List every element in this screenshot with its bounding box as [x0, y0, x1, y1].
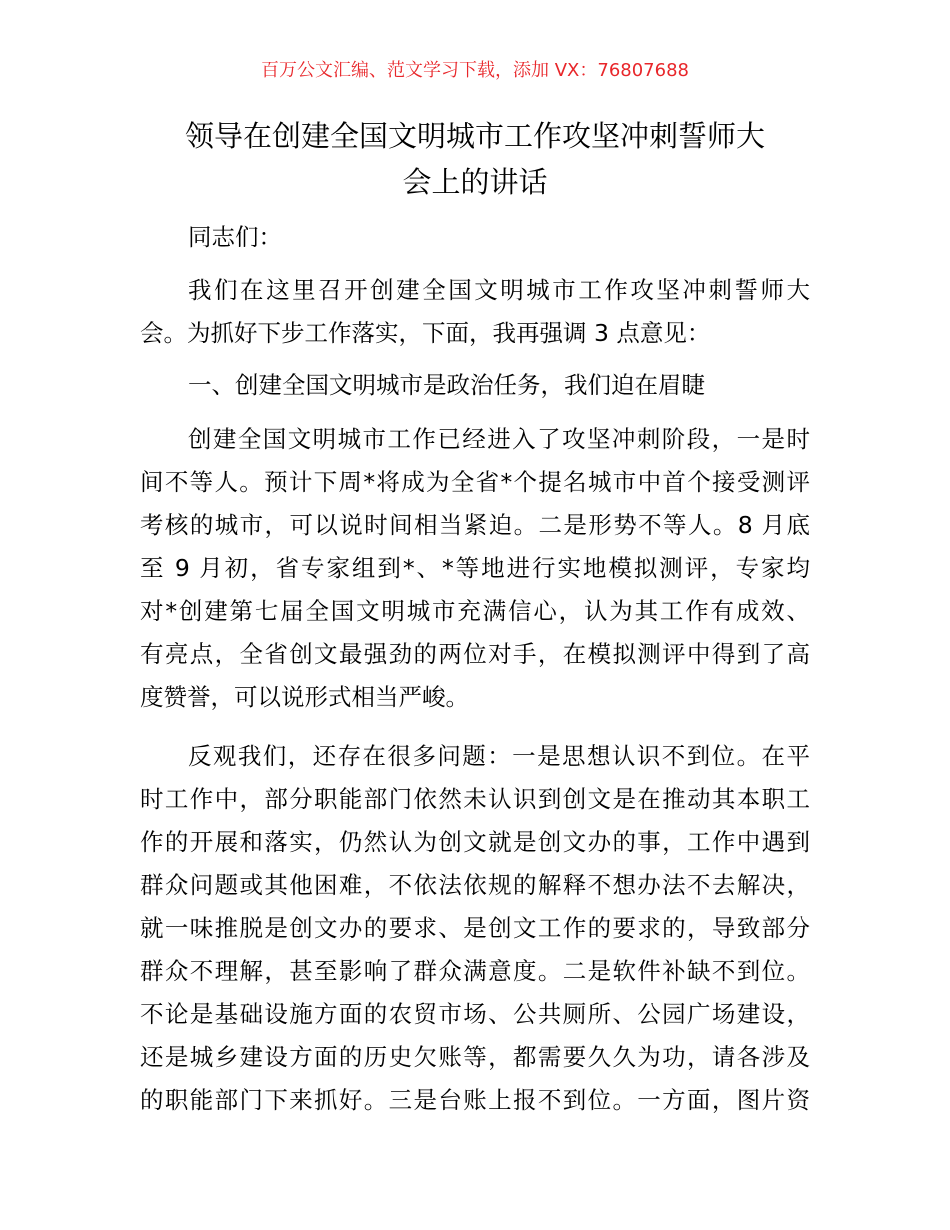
title-line-1: 领导在创建全国文明城市工作攻坚冲刺誓师大: [184, 119, 765, 153]
title-line-2: 会上的讲话: [402, 165, 548, 199]
paragraph-line: 有亮点，全省创文最强劲的两位对手，在模拟测评中得到了高: [140, 640, 810, 668]
salutation: 同志们：: [188, 223, 282, 251]
paragraph-line: 度赞誉，可以说形式相当严峻。: [140, 683, 469, 711]
paragraph-line: 间不等人。预计下周*将成为全省*个提名城市中首个接受测评: [140, 468, 810, 496]
paragraph-line: 的职能部门下来抓好。三是台账上报不到位。一方面，图片资: [140, 1086, 810, 1114]
paragraph-line: 时工作中，部分职能部门依然未认识到创文是在推动其本职工: [140, 785, 810, 813]
section-heading: 一、创建全国文明城市是政治任务，我们迫在眉睫: [188, 371, 705, 399]
paragraph-line: 会。为抓好下步工作落实，下面，我再强调 3 点意见：: [140, 319, 711, 347]
paragraph-line: 群众问题或其他困难，不依法依规的解释不想办法不去解决，: [140, 871, 810, 899]
paragraph-line: 创建全国文明城市工作已经进入了攻坚冲刺阶段，一是时: [188, 425, 810, 453]
paragraph-line: 至 9 月初，省专家组到*、*等地进行实地模拟测评，专家均: [140, 554, 810, 582]
paragraph-line: 群众不理解，甚至影响了群众满意度。二是软件补缺不到位。: [140, 957, 810, 985]
paragraph-line: 对*创建第七届全国文明城市充满信心，认为其工作有成效、: [140, 597, 810, 625]
document-title: [140, 113, 810, 205]
watermark-header: 百万公文汇编、范文学习下载，添加 VX：76807688: [261, 60, 689, 81]
paragraph-line: 反观我们，还存在很多问题：一是思想认识不到位。在平: [188, 742, 810, 770]
paragraph-line: 作的开展和落实，仍然认为创文就是创文办的事，工作中遇到: [140, 828, 810, 856]
paragraph-line: 考核的城市，可以说时间相当紧迫。二是形势不等人。8 月底: [140, 511, 810, 539]
paragraph-line: 不论是基础设施方面的农贸市场、公共厕所、公园广场建设，: [140, 1000, 810, 1028]
paragraph-line: 就一味推脱是创文办的要求、是创文工作的要求的，导致部分: [140, 914, 810, 942]
paragraph-line: 我们在这里召开创建全国文明城市工作攻坚冲刺誓师大: [188, 276, 810, 304]
paragraph-line: 还是城乡建设方面的历史欠账等，都需要久久为功，请各涉及: [140, 1043, 810, 1071]
